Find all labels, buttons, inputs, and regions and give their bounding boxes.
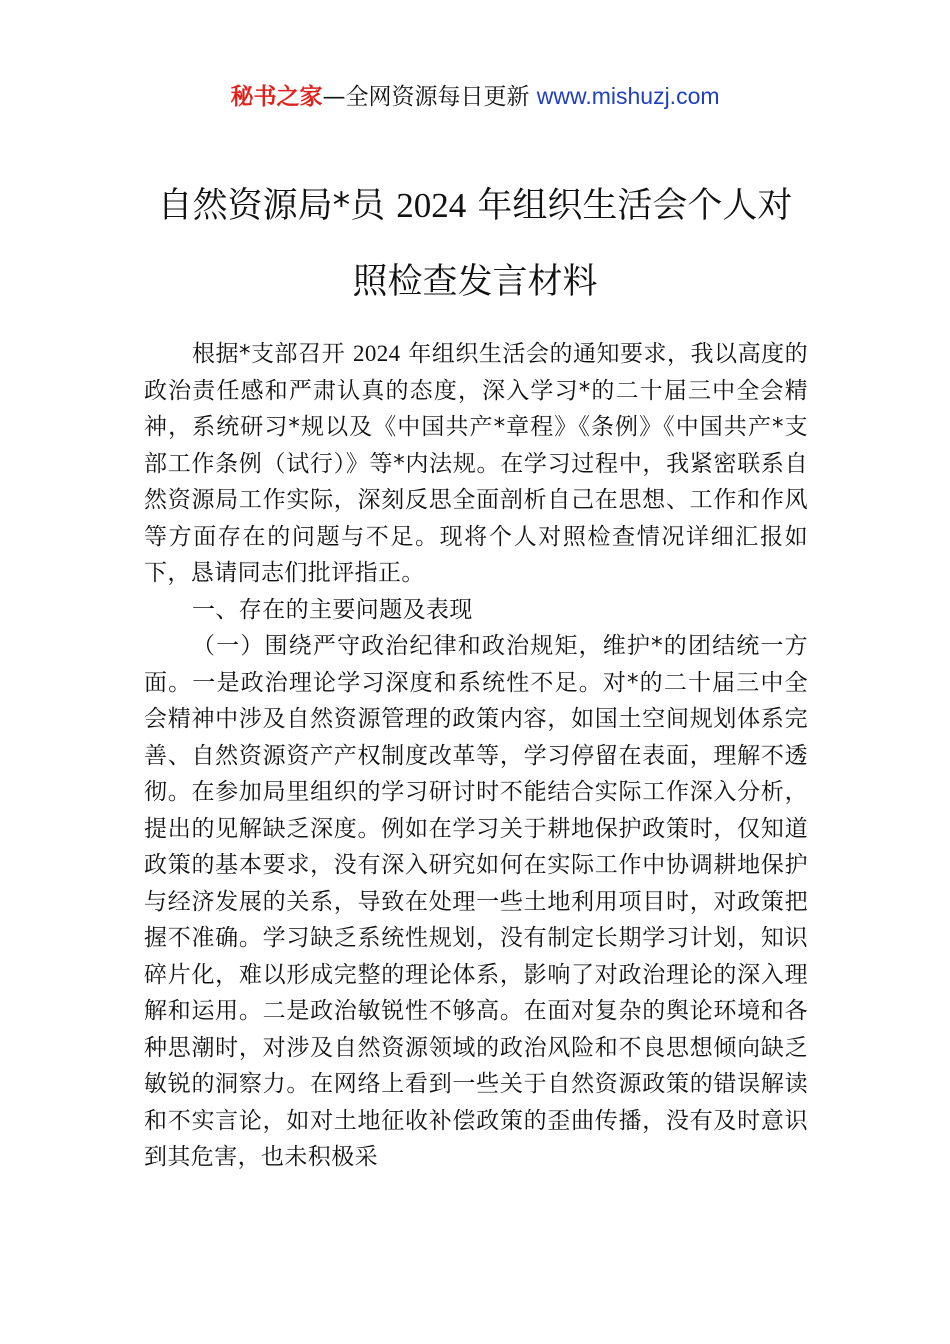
section-paragraph: （一）围绕严守政治纪律和政治规矩，维护*的团结统一方面。一是政治理论学习深度和系统性不足。对*的二十届三中全会精神中涉及自然资源管理的政策内容，如国土空间规划体系完善、自然资源资产产权制度改革等，学习停留在表面，理解不透彻。在参加局里组织的学习研讨时不能结合实际工作深入分析，提出的见解缺乏深度。例如在学习关于耕地保护政策时，仅知道政策的基本要求，没有深入研究如何在实际工作中协调耕地保护与经济发展的关系，导致在处理一些土地利用项目时，对政策把握不准确。学习缺乏系统性规划，没有制定长期学习计划，知识碎片化，难以形成完整的理论体系，影响了对政治理论的深入理解和运用。二是政治敏锐性不够高。在面对复杂的舆论环境和各种思潮时，对涉及自然资源领域的政治风险和不良思想倾向缺乏敏锐的洞察力。在网络上看到一些关于自然资源政策的错误解读和不实言论，如对土地征收补偿政策的歪曲传播，没有及时意识到其危害，也未积极采 <box>144 633 808 1170</box>
site-header <box>0 80 950 113</box>
title-line1-part-b: 年组织生活会个人对 <box>466 186 793 226</box>
document-body <box>144 336 808 1176</box>
intro-part-b: 年组织生活会的通知要求，我以高度的政治责任感和严肃认真的态度，深入学习*的二十届三中全会精神，系统研习*规以及《中国共产*章程》《条例》《中国共产*支部工作条例（试行）》等*内法规。在学习过程中，我紧密联系自然资源局工作实际，深刻反思全面剖析自己在思想、工作和作风等方面存在的问题与不足。现将个人对照检查情况详细汇报如下，恳请同志们批评指正。 <box>144 341 809 586</box>
title-line1-part-a: 自然资源局*员 <box>157 186 397 226</box>
intro-part-a: 根据*支部召开 <box>192 341 353 367</box>
site-tagline: —全网资源每日更新 <box>322 84 537 110</box>
title-year: 2024 <box>396 186 467 225</box>
site-url-link[interactable]: www.mishuzj.com <box>536 83 720 109</box>
site-brand: 秘书之家 <box>230 84 323 110</box>
title-line2: 照检查发言材料 <box>352 262 598 302</box>
section-heading: 一、存在的主要问题及表现 <box>192 596 473 623</box>
intro-paragraph <box>144 336 808 592</box>
intro-year: 2024 <box>352 341 401 366</box>
document-title <box>120 168 830 320</box>
